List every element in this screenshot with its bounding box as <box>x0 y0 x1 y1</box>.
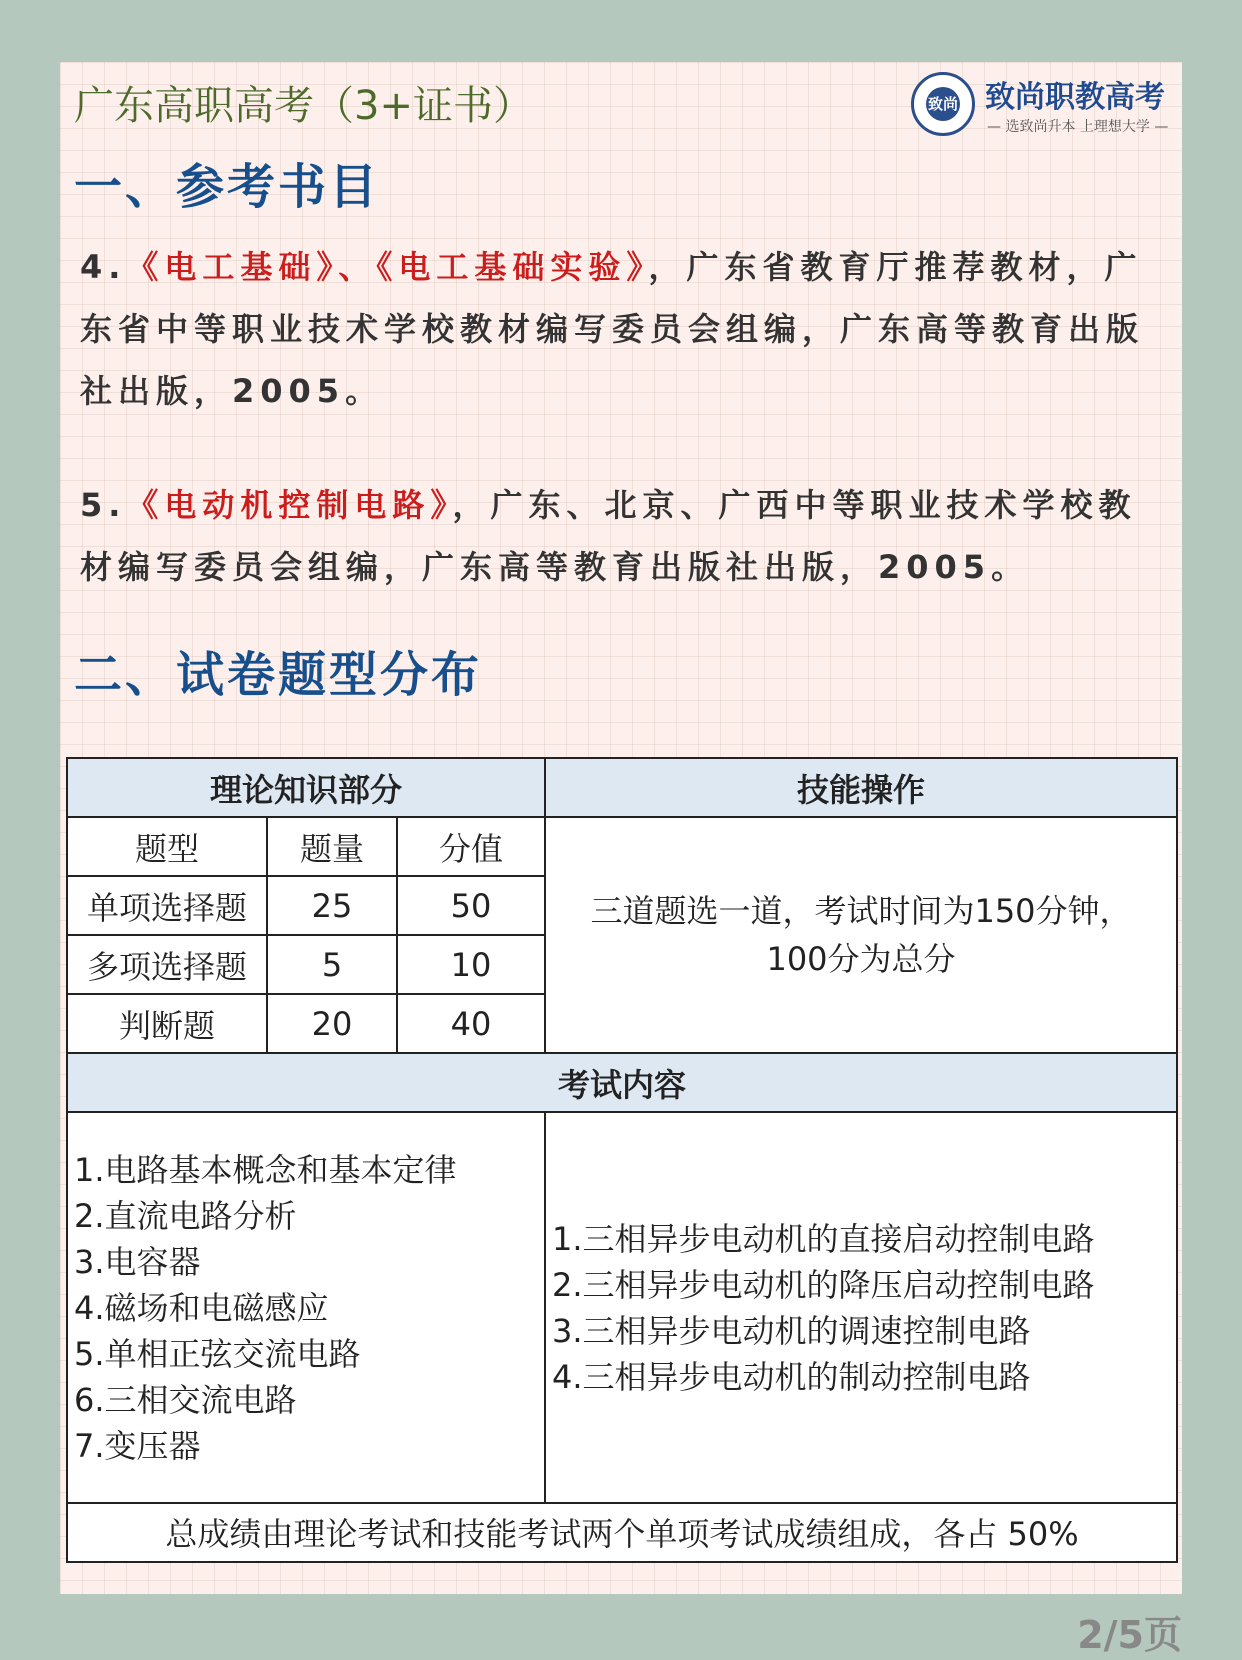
question-score: 40 <box>397 994 545 1053</box>
book-item-4 <box>80 236 1165 422</box>
book-item-titles: 《电工基础》、《电工基础实验》 <box>126 248 649 286</box>
list-item: 1.电路基本概念和基本定律 <box>74 1150 457 1189</box>
question-type: 多项选择题 <box>67 935 267 994</box>
page-indicator: 2/5页 <box>1077 1613 1182 1657</box>
skill-line-2: 100分为总分 <box>766 940 956 979</box>
book-item-5 <box>80 474 1165 598</box>
book-item-number: 5. <box>80 486 127 524</box>
list-item: 3.电容器 <box>74 1242 201 1281</box>
score-note: 总成绩由理论考试和技能考试两个单项考试成绩组成，各占 50% <box>67 1503 1177 1562</box>
list-item: 2.直流电路分析 <box>74 1196 297 1235</box>
question-count: 5 <box>267 935 397 994</box>
list-item: 2.三相异步电动机的降压启动控制电路 <box>552 1265 1095 1304</box>
list-item: 6.三相交流电路 <box>74 1380 297 1419</box>
book-item-titles: 《电动机控制电路》 <box>126 486 453 524</box>
column-header-score: 分值 <box>397 817 545 876</box>
section-title-distribution: 二、试卷题型分布 <box>74 647 483 703</box>
book-item-description: ，广东省教育厅推荐教材，广东省中等职业技术学校教材编写委员会组编，广东高等教育出版社出版，2005。 <box>80 248 1145 410</box>
theory-header: 理论知识部分 <box>67 758 545 817</box>
question-type: 单项选择题 <box>67 876 267 935</box>
skill-topics <box>545 1112 1177 1502</box>
logo-name: 致尚职教高考 <box>985 80 1165 115</box>
question-score: 50 <box>397 876 545 935</box>
book-item-number: 4. <box>80 248 127 286</box>
question-score: 10 <box>397 935 545 994</box>
logo-slogan: — 选致尚升本 上理想大学 — <box>987 119 1169 135</box>
skill-header: 技能操作 <box>545 758 1177 817</box>
section-title-books: 一、参考书目 <box>74 159 381 215</box>
content-header: 考试内容 <box>67 1053 1177 1112</box>
content-card <box>60 62 1182 1594</box>
question-type: 判断题 <box>67 994 267 1053</box>
logo-emblem-icon <box>911 72 975 136</box>
exam-distribution-table <box>66 757 1178 1563</box>
list-item: 5.单相正弦交流电路 <box>74 1334 361 1373</box>
list-item: 7.变压器 <box>74 1426 201 1465</box>
page-title: 广东高职高考（3+证书） <box>74 83 533 129</box>
column-header-count: 题量 <box>267 817 397 876</box>
column-header-type: 题型 <box>67 817 267 876</box>
question-count: 25 <box>267 876 397 935</box>
list-item: 4.三相异步电动机的制动控制电路 <box>552 1357 1031 1396</box>
brand-logo <box>911 70 1176 142</box>
skill-description <box>545 817 1177 1053</box>
logo-badge-text: 致尚 <box>926 87 960 121</box>
question-count: 20 <box>267 994 397 1053</box>
skill-line-1: 三道题选一道，考试时间为150分钟， <box>590 892 1132 931</box>
list-item: 4.磁场和电磁感应 <box>74 1288 329 1327</box>
book-item-description: ，广东、北京、广西中等职业技术学校教材编写委员会组编，广东高等教育出版社出版，2005。 <box>80 486 1137 586</box>
list-item: 3.三相异步电动机的调速控制电路 <box>552 1311 1031 1350</box>
list-item: 1.三相异步电动机的直接启动控制电路 <box>552 1219 1095 1258</box>
theory-topics <box>67 1112 545 1502</box>
